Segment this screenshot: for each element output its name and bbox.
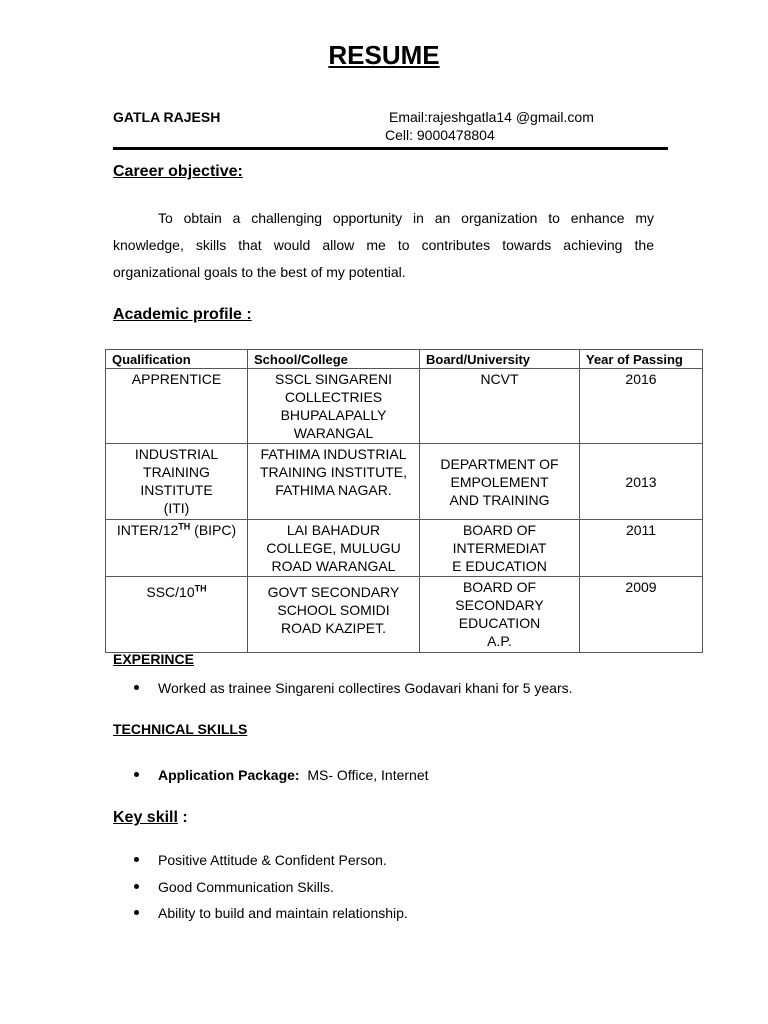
column-header: School/College [248, 350, 420, 369]
list-item [113, 766, 429, 793]
cell-line: COLLEGE, MULUGU [266, 540, 401, 556]
cell-line: WARANGAL [293, 425, 374, 441]
board-cell [420, 369, 580, 444]
school-cell [248, 444, 420, 520]
key-skill-list [113, 851, 408, 931]
superscript: TH [178, 521, 191, 532]
superscript: TH [194, 583, 207, 594]
board-cell [420, 577, 580, 653]
key-skill-heading-colon: : [177, 809, 188, 826]
technical-skills-list [113, 766, 429, 793]
cell-line: SECONDARY [455, 597, 544, 613]
cell-line: ROAD WARANGAL [271, 558, 396, 574]
qualification-text: (BIPC) [190, 522, 237, 538]
technical-skills-heading: TECHNICAL SKILLS [113, 721, 248, 737]
resume-title: RESUME [328, 40, 440, 70]
school-cell [248, 369, 420, 444]
qualification-cell [106, 577, 248, 653]
qualification-text: INTER/12 [116, 522, 179, 538]
qualification-cell [106, 520, 248, 577]
career-objective-heading: Career objective: [113, 163, 243, 180]
column-header: Year of Passing [580, 350, 703, 369]
board-cell [420, 520, 580, 577]
board-cell [420, 444, 580, 520]
cell-line: A.P. [487, 633, 512, 649]
year-cell: 2009 [580, 577, 703, 653]
cell-line: TRAINING INSTITUTE, [260, 464, 407, 480]
cell-line: APPRENTICE [131, 371, 222, 387]
cell-line: FATHIMA NAGAR. [275, 482, 392, 498]
table-row [106, 577, 703, 653]
cell-line: BOARD OF [462, 579, 537, 595]
cell-number: Cell: 9000478804 [385, 127, 495, 143]
cell-line: ROAD KAZIPET. [280, 620, 387, 636]
cell-line: TRAINING [143, 464, 210, 480]
cell-line: BHUPALAPALLY [280, 407, 387, 423]
table-row [106, 520, 703, 577]
table-row [106, 369, 703, 444]
column-header: Qualification [106, 350, 248, 369]
list-item: Positive Attitude & Confident Person. [113, 851, 408, 878]
cell-line: GOVT SECONDARY [267, 584, 400, 600]
academic-table [105, 349, 703, 653]
year-cell: 2011 [580, 520, 703, 577]
qualification-cell [106, 369, 248, 444]
cell-line: EDUCATION [458, 615, 541, 631]
cell-line: AND TRAINING [449, 491, 550, 508]
list-item: Good Communication Skills. [113, 878, 408, 905]
cell-line: LAI BAHADUR [286, 522, 381, 538]
cell-line: NCVT [480, 371, 519, 387]
qualification-text: SSC/10 [146, 584, 195, 600]
list-item: Ability to build and maintain relationship. [113, 904, 408, 931]
key-skill-heading-word: Key skill [113, 809, 178, 826]
header-divider [113, 147, 668, 150]
cell-line: COLLECTRIES [284, 389, 383, 405]
cell-line: BOARD OF [462, 522, 537, 538]
year-cell: 2016 [580, 369, 703, 444]
cell-line: SCHOOL SOMIDI [277, 602, 390, 618]
experience-heading: EXPERINCE [113, 651, 194, 667]
cell-line: (ITI) [163, 500, 190, 516]
cell-line: SSCL SINGARENI [275, 371, 392, 387]
academic-profile-heading: Academic profile : [113, 306, 252, 323]
experience-list [113, 679, 573, 706]
career-objective-text: To obtain a challenging opportunity in an organization to enhance my knowledge, skills that would allow me to contributes towards achieving the organizational goals to the best of my potential. [113, 210, 654, 280]
qualification-cell [106, 444, 248, 520]
skill-label: Application Package: [158, 767, 300, 783]
cell-line: FATHIMA INDUSTRIAL [260, 446, 407, 462]
column-header: Board/University [420, 350, 580, 369]
year-cell: 2013 [580, 444, 703, 520]
cell-line: E EDUCATION [452, 558, 547, 574]
list-item: Worked as trainee Singareni collectires Godavari khani for 5 years. [113, 679, 573, 706]
cell-line: DEPARTMENT OF [440, 455, 559, 472]
school-cell [248, 577, 420, 653]
table-header-row [106, 350, 703, 369]
cell-line: INSTITUTE [140, 482, 213, 498]
skill-value: MS- Office, Internet [307, 767, 429, 783]
key-skill-heading [113, 809, 188, 827]
candidate-name: GATLA RAJESH [113, 109, 221, 125]
table-row [106, 444, 703, 520]
email-address: Email:rajeshgatla14 @gmail.com [389, 109, 594, 125]
school-cell [248, 520, 420, 577]
cell-line: INTERMEDIAT [452, 540, 547, 556]
cell-line: EMPOLEMENT [450, 473, 549, 490]
cell-line: INDUSTRIAL [134, 446, 219, 462]
